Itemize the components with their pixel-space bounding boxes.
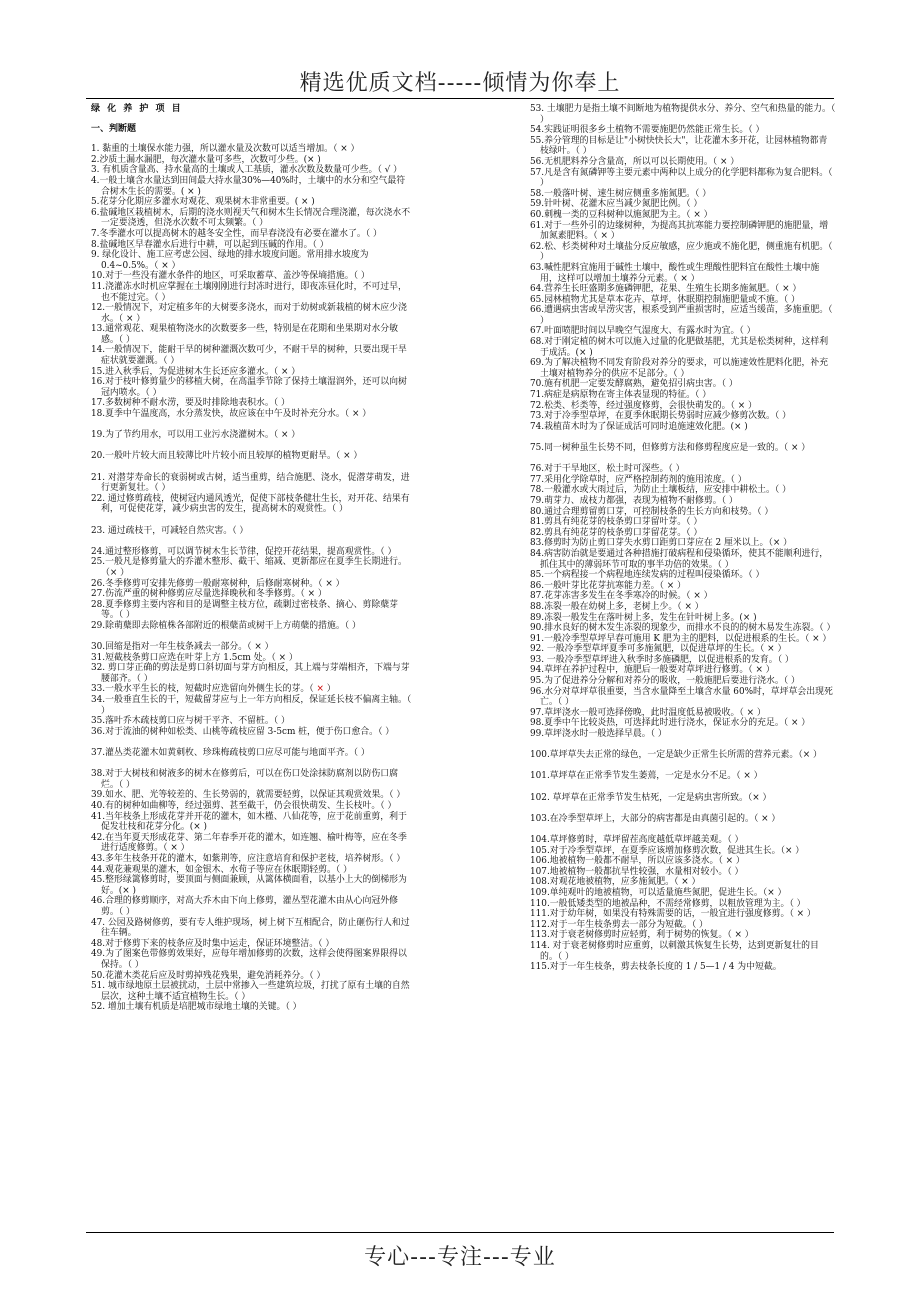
question-item: 101.草坪草在正常季节发生萎蔫，一定是水分不足。（ × ） (530, 771, 763, 782)
question-item: 83.修剪时为防止剪口芽失水剪口距剪口芽应在 2 厘米以上。（× ） (530, 538, 792, 549)
question-item: 106.地被植物一般都不耐旱，所以应该多浇水。（ × ） (530, 856, 745, 867)
question-item: 9. 绿化设计、施工应考虑公园、绿地的排水坡度问题。常用排水坡度为 0.4~0.5%。（ × ） (91, 250, 369, 271)
question-item: 58.一般落叶树、速生树应侧重多施氮肥。（ ） (530, 188, 712, 199)
question-item: 98.夏季中午比较炎热，可选择此时进行浇水，保证水分的充足。（ × ） (530, 718, 811, 729)
question-item: 38.对于大树枝和树液多的树木在修剪后，可以在伤口处涂抹防腐剂以防伤口腐烂。（ ） (91, 769, 398, 790)
question-item: 93. 一般冷季型草坪进入秋季时多施磷肥，以促进根系的发育。（ ） (530, 654, 794, 665)
question-item: 86.一般叶芽比花芽抗寒能力差。（ × ） (530, 580, 686, 591)
question-item: 31.短截枝条剪口应选在叶芽上方 1.5cm 处。（ × ） (91, 652, 298, 663)
question-item: 23. 通过疏枝干，可减轻自然灾害。（ ） (91, 525, 249, 536)
question-item: 39.如水、肥、光等较差的、生长势弱的，就需要轻剪，以保证其观赏效果。（ ） (91, 790, 406, 801)
question-item: 82.剪具有纯花芽的枝条剪口芽留花芽。（ ） (530, 527, 703, 538)
question-item: 73.对于冷季型草坪，在夏季休眠期长势弱时应减少修剪次数。（ ） (530, 411, 791, 422)
question-item: 75.同一树种虽生长势不同，但修剪方法和修剪程度应是一致的。（ × ） (530, 443, 811, 453)
question-item: 29.除萌蘖即去除植株各部附近的根蘖苗或树干上方萌蘖的措施。（ ） (91, 620, 361, 631)
question-item: 57.凡是含有氮磷钾等主要元素中两种以上成分的化学肥料都称为复合肥料。（ ） (530, 167, 833, 189)
question-item: 113.对于衰老树修剪时应轻剪，利于树势的恢复。（ × ） (530, 930, 754, 941)
question-item: 36.对于流油的树种如松类、山桃等疏枝应留 3-5cm 桩，便于伤口愈合。（ ） (91, 726, 395, 737)
question-item: 34.一般垂直生长的干，短截留芽应与上一年方向相反，保证延长枝不偏离主轴。（ ） (91, 695, 412, 716)
question-item: 94.草坪在养护过程中，施肥后一般要对草坪进行修剪。（ × ） (530, 665, 775, 676)
question-item: 62.松、杉类树种对土壤盐分反应敏感，应少施或不施化肥，侧重施有机肥。（ ） (530, 241, 833, 263)
question-item: 78.一般灌水或大雨过后，为防止土壤板结，应安排中耕松土。（ ） (530, 485, 791, 496)
question-item: 42.在当年夏天形成花芽、第二年春季开花的灌木，如连翘、榆叶梅等，应在冬季进行适度修剪。（ × ） (91, 832, 407, 854)
document-title: 绿 化 养 护 项 目 (91, 104, 183, 114)
question-item: 56.无机肥料养分含量高，所以可以长期使用。（ × ） (530, 156, 740, 167)
question-item: 84.病害防治就是要通过各种措施打破病程和侵染循环，使其不能顺利进行，抓住其中的薄弱环节可取的事半功倍的效果。（ ） (530, 548, 829, 570)
question-item: 81.剪具有纯花芽的枝条剪口芽留叶芽。（ ） (530, 517, 703, 528)
question-item: 63.喊性肥料宜施用于碱性土壤中，酸性或生理酸性肥料宜在酸性土壤中施用，这样可以增加土壤养分元素。（ × ） (530, 262, 820, 284)
left-question-list (91, 144, 413, 1013)
question-item: 28.夏季修剪主要内容和目的是调整主枝方位，疏剿过密枝条、摘心、剪除蘖芽等。（ ） (91, 599, 398, 621)
question-item: 45.整形绿篱修剪时，要顶面与侧面兼顾，从篱体横面看，以基小上大的倒梯形为好。(× ) (91, 875, 407, 896)
question-item: 70.施有机肥一定要发酵腐熟，避免招引病虫害。（ ） (530, 379, 738, 390)
question-item: 6.盐碱地区栽植树木，后期的浇水则视天气和树木生长情况合理浇灌，每次浇水不一定要浇透，但浇水次数不可太频繁。（ ） (91, 207, 411, 229)
question-item: 90.排水良好的树木发生冻裂的现象少，而排水不良的的树木易发生冻裂。（ ） (530, 623, 836, 634)
question-item: 35.落叶乔木疏枝剪口应与树干平齐、不留桩。（ ） (91, 716, 290, 727)
question-item: 30.回缩是指对一年生枝条减去一部分。（ × ） (91, 642, 274, 653)
footer-rule (86, 1232, 834, 1233)
question-item: 89.冻裂一般发生在落叶树上多，发生在针叶树上多。(× ) (530, 612, 757, 623)
question-item: 10.对于一些没有灌水条件的地区，可采取蓄草、盖沙等保墒措施。（ ） (91, 271, 370, 282)
page-footer-title: 专心---专注---专业 (364, 1245, 556, 1270)
question-item: 67.叶面喷肥时间以早晚空气湿度大、有露水时为宜。（ ） (530, 326, 756, 337)
question-item: 87.花芽冻害多发生在冬季寒冷的时候。（ × ） (530, 591, 713, 602)
question-item: 105.对于冷季型草坪，在夏季应该增加修剪次数，促进其生长。（× ） (530, 845, 805, 856)
question-item: 102. 草坪草在正常季节发生枯死，一定是病虫害所致。（× ） (530, 792, 772, 803)
question-item: 69.为了解决植物不同发育阶段对养分的要求，可以施速效性肥料化肥，补充土壤对植物养分的供应不足部分。（ ） (530, 358, 829, 379)
question-item: 21. 对潜芽寿命长的衰弱树或古树，适当重剪，结合施肥、浇水，促潜芽萌发，进行更新复壮。（ ） (91, 472, 410, 494)
question-item: 109.单纯观叶的地被植物，可以适量施些氮肥，促进生长。（× ） (530, 887, 787, 898)
question-item: 112.对于一年生枝条剪去一部分为短截。（ ） (530, 919, 708, 930)
question-item: 8.盐碱地区早春灌水后进行中耕，可以起到压碱的作用。（ ） (91, 239, 329, 250)
question-item: 60.刺槐一类的豆科树种以施氮肥为主。（ × ） (530, 209, 713, 220)
question-item: 65.园林植物尤其是草本花卉、草坪，休眠期控制施肥量或不施。（ ） (530, 294, 800, 305)
question-item: 111.对于幼年树，如果没有特殊需要的话，一般宜进行强度修剪。（ × ） (530, 909, 816, 920)
right-column (530, 104, 836, 973)
question-item: 11.浇灌冻水时机应掌握在土壤刚刚进行封冻时进行，即夜冻昼化时，不可过早，也不能过完。（ ） (91, 281, 407, 303)
question-item: 22. 通过修剪疏枝，使树冠内通风透光，促使下部枝条健壮生长，对开花、结果有利，可促使花芽，减少病虫害的发生，提高树木的观赏性。（ ） (91, 493, 410, 515)
question-item: 53. 土壤肥力是指土壤不间断地为植物提供水分、养分、空气和热量的能力。（ ） (530, 104, 836, 125)
question-item: 24.通过整形修剪，可以调节树木生长节律，促控开花结果，提高观赏性。（ ） (91, 546, 397, 557)
question-item: 37.灌丛类花灌木如黄刺枚、珍珠梅疏枝剪口应尽可能与地面平齐。（ ） (91, 748, 370, 759)
question-item: 91.一般冷季型草坪早春可施用 K 肥为主的肥料，以促进根系的生长。（ × ） (530, 633, 832, 644)
question-item: 104.草坪修剪时，草坪留茬高度越低草坪越美观。（ ） (530, 834, 744, 845)
question-item: 19.为了节约用水，可以用工业污水浇灌树木。（ × ） (91, 430, 301, 441)
question-item: 97.草坪浇水一般可选择傍晚，此时温度低易被吸收。（ × ） (530, 707, 766, 718)
answer-mark: × (316, 684, 324, 695)
question-item: 20.一般叶片较大而且较薄比叶片较小而且较厚的植物更耐旱。（ × ） (91, 451, 363, 462)
left-column (91, 104, 413, 1013)
question-item: 3. 有机质含量高、持水量高的土壤或人工基质，灌水次数及数量可少些。（ √ ） (91, 165, 403, 176)
question-item: 59.针叶树、花灌木应当减少氮肥比例。（ ） (530, 199, 703, 210)
question-item: 50.花灌木类花后应及时剪掉残花残果，避免消耗养分。（ ） (91, 970, 326, 981)
question-item: 40.有的树种如曲柳等，经过强剪、甚至截干，仍会很快萌发、生长枝叶。（ ） (91, 801, 397, 811)
question-item: 44.观花兼观果的灌木，如金银木、水荀子等应在休眠期轻剪。（ ） (91, 864, 352, 875)
question-item: 115.对于一年生枝条，剪去枝条长度的 1 / 5—1 / 4 为中短截。 (530, 962, 782, 973)
question-item: 47. 公园及路树修剪，要有专人维护现场，树上树下互相配合，防止砸伤行人和过往车辆。 (91, 917, 410, 939)
question-item: 46.合理的修剪顺序，对高大乔木由下向上修剪，灌丛型花灌木由从心向冠外修剪。（ ） (91, 896, 398, 917)
question-item: 72.松类、杉类等，经过强度修剪，会很快萌发的。（ × ） (530, 400, 757, 411)
question-item: 32. 剪口芽正确的剪法是剪口斜切面与芽方向相反，其上端与芽端相齐，下端与芽腰部齐。（ ） (91, 663, 410, 684)
question-item: 107.地被植物一般都抗旱性较强，水量相对较小。（ ） (530, 866, 744, 877)
question-item: 64.营养生长旺盛期多施磷钾肥，花果、生殖生长期多施氮肥。（ × ） (530, 284, 802, 295)
question-item: 41.当年枝条上形成花芽并开花的灌木，如木槿、八仙花等，应于花前重剪，利于促发壮枝和花芽分化。(× ) (91, 811, 407, 833)
question-item: 14.一般情况下，能耐干旱的树种灌溉次数可少，不耐干旱的树种，只要出现干旱症状就要灌溉。（ ） (91, 345, 407, 367)
question-item: 103.在冷季型草坪上，大部分的病害都是由真菌引起的。（ × ） (530, 813, 781, 824)
question-item: 99.草坪浇水时一般选择早晨。（ ） (530, 729, 667, 740)
question-item: 92. 一般冷季型草坪夏季可多施氮肥，以促进草坪的生长。（ × ） (530, 644, 787, 655)
question-item: 68.对于刚定植的树木可以施入过量的化肥做基肥，尤其是松类树种，这样利于成活。(× ) (530, 337, 829, 358)
question-item: 108.对观花地被植物，应多施氮肥。（ × ） (530, 877, 701, 888)
right-question-list (530, 104, 836, 973)
question-item: 96.水分对草坪草很重要，当含水量降至土壤含水量 60%时，草坪草会出现死亡。（ ） (530, 686, 833, 708)
question-item: 13.通常观花、观果植物浇水的次数要多一些，特别是在花期和坐果期对水分敏感。（ ） (91, 324, 398, 345)
question-item: 4.一般土壤含水量达到田间最大持水量30%—40%时，土壤中的水分和空气最符合树木生长的需要。( × ) (91, 175, 406, 197)
question-item: 79.萌芽力、成枝力都强，表现为植物不耐修剪。（ ） (530, 495, 738, 506)
section-title: 一、判断题 (91, 123, 137, 134)
question-item: 95.为了促进养分分解和对养分的吸收，一般施肥后要进行浇水。（ ） (530, 676, 800, 687)
question-item: 114. 对于衰老树修剪时应重剪，以刺激其恢复生长势，达到更新复壮的目的。（ ） (530, 940, 819, 962)
question-item: 71.病症是病原物在寄主体表显现的特征。（ ） (530, 390, 712, 401)
question-item: 54.实践证明很多乡土植物不需要施肥仍然能正常生长。（ ） (530, 125, 765, 136)
question-item: 76.对于干旱地区，松土时可深些。（ ） (530, 464, 685, 475)
question-item: 15.进入秋季后，为促进树木生长还应多灌水。（ × ） (91, 366, 301, 377)
question-item: 74.栽植苗木时为了保证成活可同时追施速效化肥。(× ) (530, 421, 748, 432)
question-item: 55.养分管理的目标是让"小树快快长大"，让花灌木多开花，让园林植物都青枝绿叶。（ ） (530, 135, 828, 157)
question-item: 2.沙质土漏水漏肥，每次灌水量可多些，次数可少些。(× ) (91, 154, 321, 165)
question-item: 5.花芽分化期应多灌水对观花、观果树木非常重要。( × ) (91, 197, 315, 208)
question-item: 77.采用化学除草时，应严格控制药剂的施用浓度。（ ） (530, 474, 747, 485)
question-item: 43.多年生枝条开花的灌木，如紫荆等，应注意培育和保护老枝，培养树形。（ ） (91, 853, 406, 864)
question-item: 49.为了图案色带修剪效果好，应每年增加修剪的次数，这样会使得图案界限得以保持。（ ） (91, 949, 407, 970)
question-item: 66.遭遇病虫害或旱涝灾害，根系受到严重损害时，应适当缓苗，多施重肥。（ ） (530, 305, 833, 326)
question-item: 17.多数树种不耐水涝，要及时排除地表积水。（ ） (91, 398, 290, 409)
question-item: 26.冬季修剪可安排先修剪一般耐寒树种，后修耐寒树种。（ × ） (91, 578, 345, 589)
question-item: 33.一般水平生长的枝，短截时应选留向外侧生长的芽。（ × ） (91, 684, 336, 695)
question-item: 12.一般情况下，对定植多年的大树要多浇水，而对于幼树或新栽植的树木应少浇水。（ × ） (91, 303, 407, 324)
question-item: 27.伤流严重的树种修剪应尽量选择晚秋和冬季修剪。（ × ） (91, 589, 327, 600)
question-item: 1. 黏重的土壤保水能力强，所以灌水量及次数可以适当增加。（ × ） (91, 144, 360, 155)
question-item: 100.草坪草失去正常的绿色，一定是缺少正常生长所需的营养元素。（× ） (530, 750, 822, 761)
header-rule (86, 98, 834, 99)
question-item: 18.夏季中午温度高，水分蒸发快，故应该在中午及时补充分水。（ × ） (91, 409, 372, 420)
question-item: 16.对于枝叶修剪量少的移植大树，在高温季节除了保持土壤湿润外，还可以向树冠内喷水。（ ） (91, 377, 407, 398)
question-item: 88.冻裂一般在幼树上多，老树上少。（ × ） (530, 601, 704, 612)
page-header-title: 精选优质文档-----倾情为你奉上 (299, 71, 621, 96)
question-item: 110.一般低矮类型的地被品种，不需经常修剪，以粗放管理为主。（ ） (530, 898, 806, 909)
question-item: 61.对于一些外引的边缘树种，为提高其抗寒能力要控制磷钾肥的施肥量，增加氮素肥料。（ × ） (530, 220, 829, 242)
question-item: 48.对于修剪下来的枝条应及时集中运走，保证环境整洁。（ ） (91, 938, 335, 949)
question-item: 7.冬季灌水可以提高树木的越冬安全性，而早春浇没有必要在灌水了。（ ） (91, 228, 382, 239)
question-item: 85.一个病程接一个病程地连续发病的过程叫侵染循环。（ ） (530, 570, 765, 581)
question-item: 51. 城市绿地原土层被扰动，土层中常掺入一些建筑垃圾，打扰了原有土壤的自然层次，这种土壤不适宜植物生长。（ ） (91, 981, 410, 1002)
question-item: 25.一般凡是修剪量大的乔灌木整形、截干、缩减、更新都应在夏季生长期进行。（× ） (91, 557, 407, 578)
question-item: 80.通过合理剪留剪口芽，可控制枝条的生长方向和枝势。（ ） (530, 506, 774, 517)
question-item: 52. 增加土壤有机质是培肥城市绿地土壤的关键。（ ） (91, 1002, 302, 1013)
